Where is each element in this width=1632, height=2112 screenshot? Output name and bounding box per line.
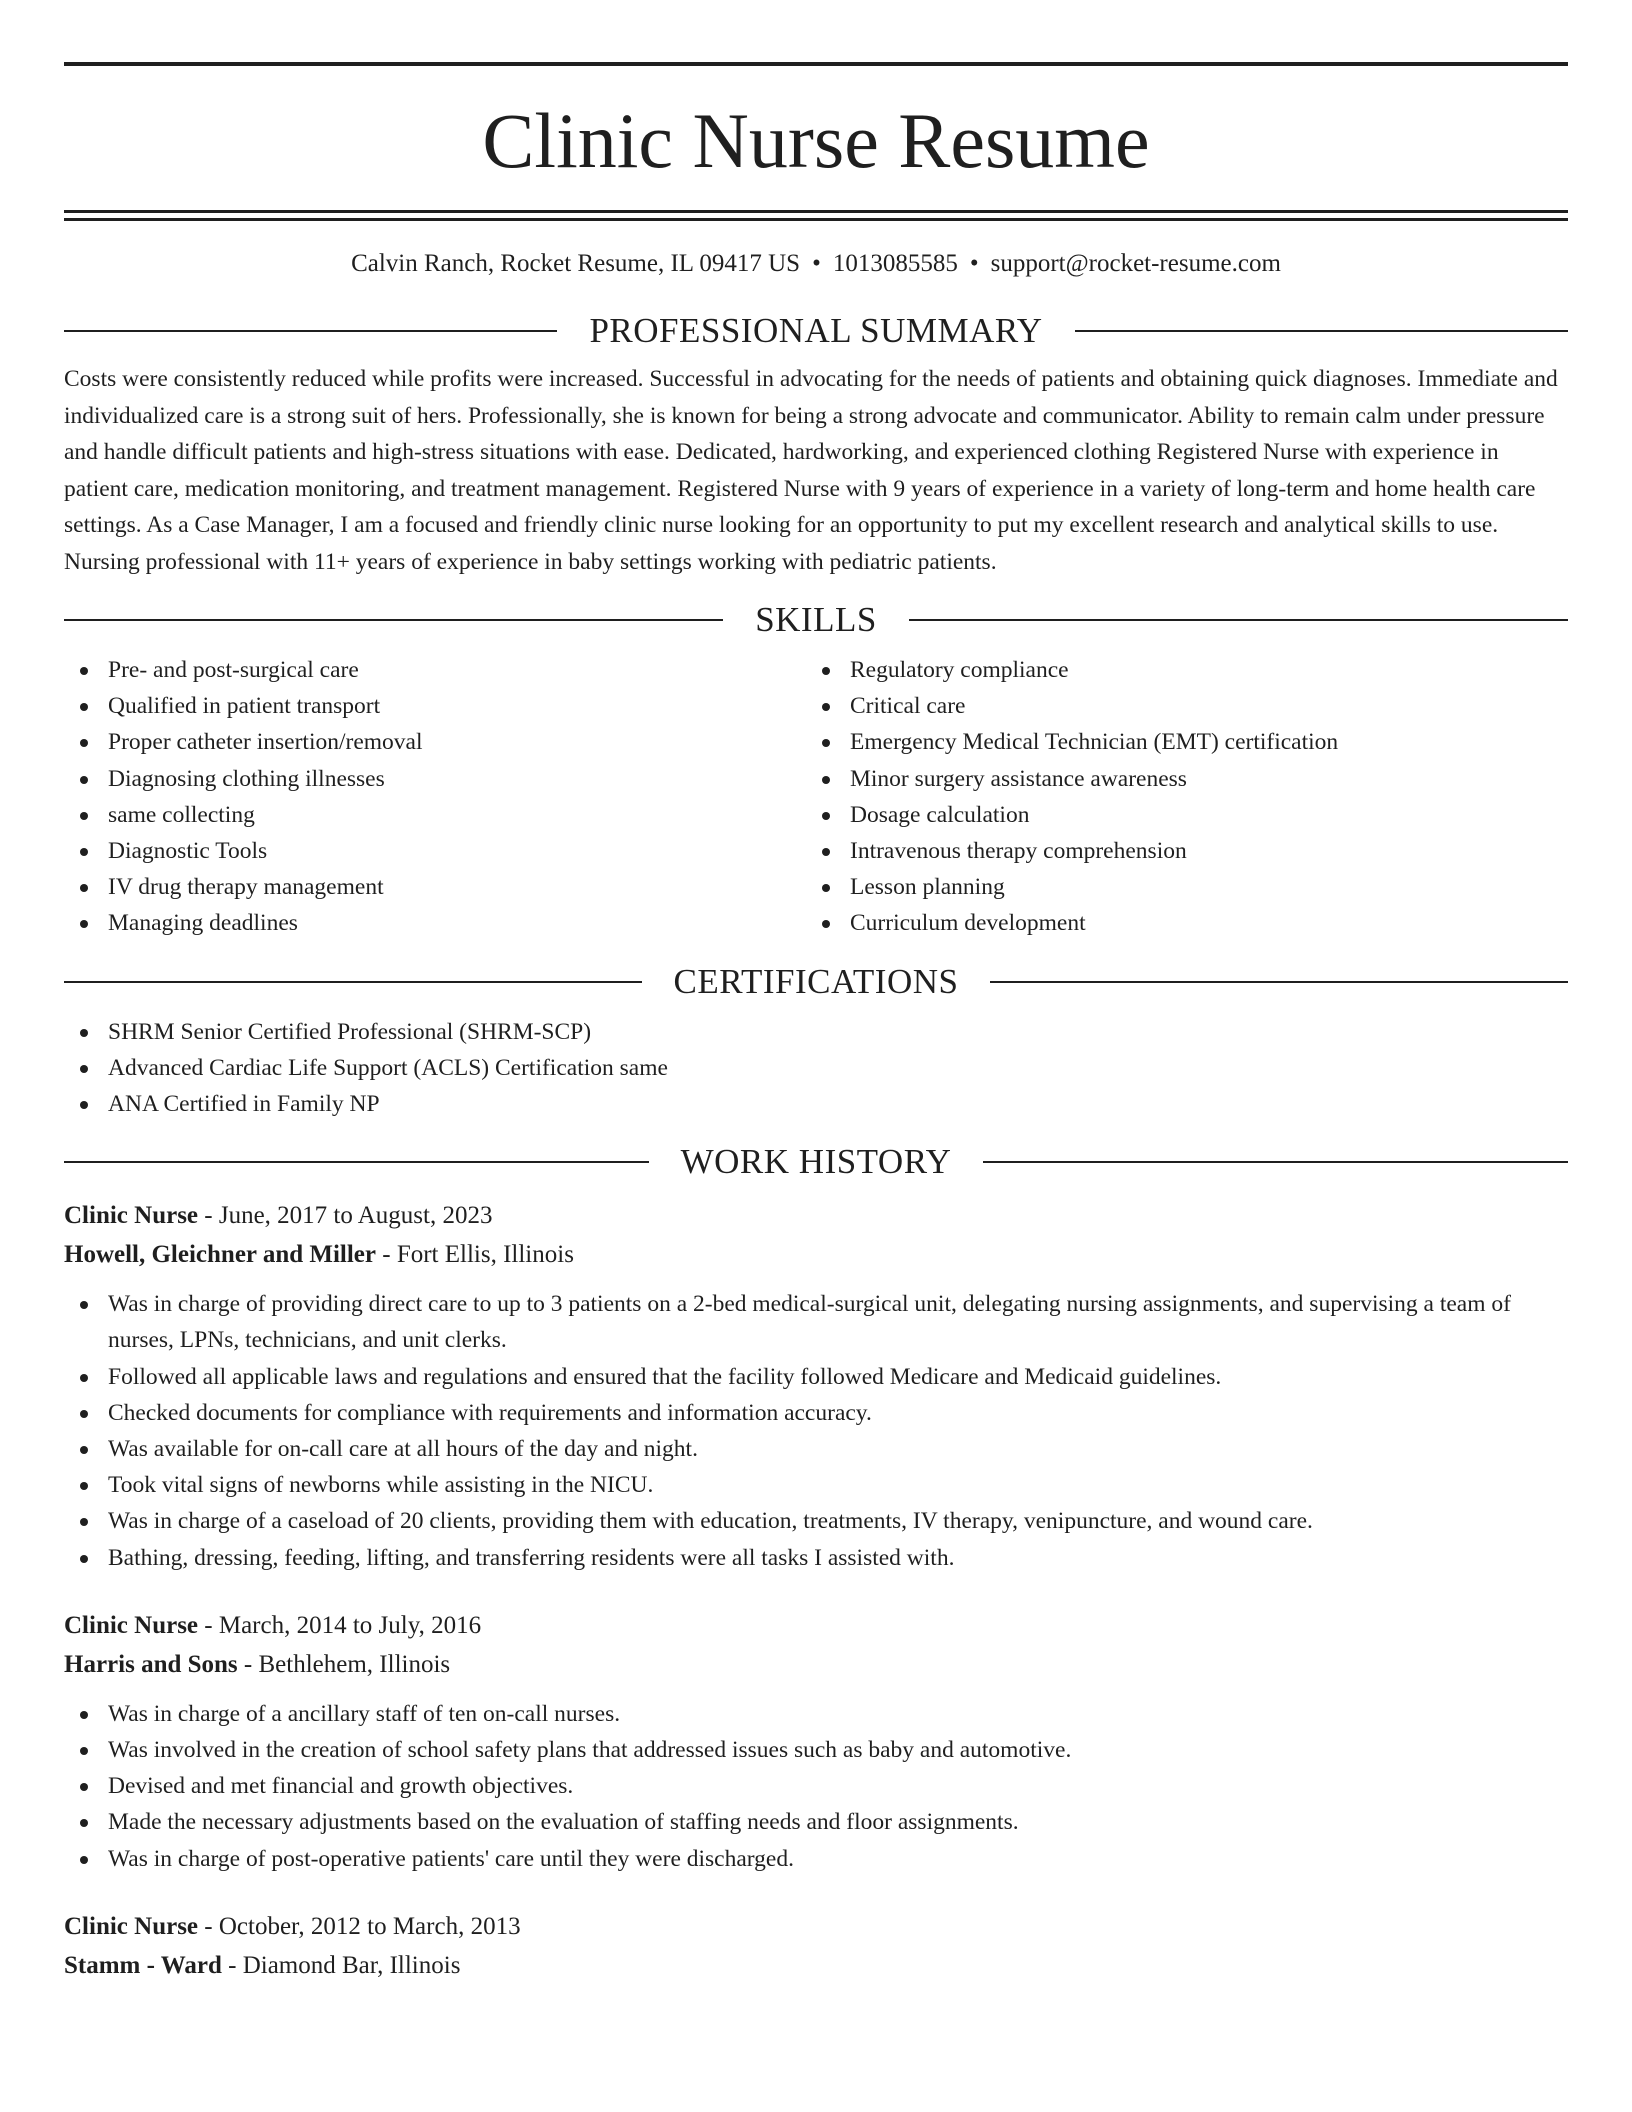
resume-page	[64, 62, 1568, 1985]
skill-item: Regulatory compliance	[806, 652, 1548, 688]
job-entry	[64, 1907, 1568, 1985]
job-duty-item: Bathing, dressing, feeding, lifting, and transferring residents were all tasks I assisted with.	[64, 1540, 1568, 1576]
heading-rule	[990, 981, 1568, 983]
skill-item: Minor surgery assistance awareness	[806, 761, 1548, 797]
job-duty-item: Was in charge of post-operative patients' care until they were discharged.	[64, 1841, 1568, 1877]
skill-item: IV drug therapy management	[64, 869, 806, 905]
work-history-heading	[64, 1142, 1568, 1182]
skill-item: Diagnostic Tools	[64, 833, 806, 869]
job-duty-item: Was in charge of providing direct care to up to 3 patients on a 2-bed medical-surgical unit, delegating nursing assignments, and supervising a team of nurses, LPNs, technicians, and unit clerks.	[64, 1286, 1568, 1358]
certification-item: Advanced Cardiac Life Support (ACLS) Certification same	[64, 1050, 1568, 1086]
job-location: - Fort Ellis, Illinois	[376, 1241, 574, 1269]
job-dates: - March, 2014 to July, 2016	[198, 1611, 482, 1639]
job-duty-item: Was in charge of a caseload of 20 clients, providing them with education, treatments, IV therapy, venipuncture, and wound care.	[64, 1503, 1568, 1539]
skill-item: Proper catheter insertion/removal	[64, 724, 806, 760]
heading-rule	[64, 1161, 649, 1163]
certifications-heading	[64, 962, 1568, 1002]
skill-item: Pre- and post-surgical care	[64, 652, 806, 688]
skill-item: Qualified in patient transport	[64, 688, 806, 724]
job-dates: - October, 2012 to March, 2013	[198, 1912, 521, 1940]
contact-separator: •	[969, 250, 979, 277]
job-title: Clinic Nurse	[64, 1202, 199, 1230]
job-employer-line	[64, 1646, 1568, 1684]
job-duty-item: Was involved in the creation of school safety plans that addressed issues such as baby and automotive.	[64, 1732, 1568, 1768]
work-history-list	[64, 1196, 1568, 1985]
skills-right-list	[806, 652, 1548, 942]
job-duty-item: Was in charge of a ancillary staff of ten on-call nurses.	[64, 1696, 1568, 1732]
job-employer: Stamm - Ward	[64, 1951, 222, 1979]
summary-text: Costs were consistently reduced while profits were increased. Successful in advocating for the needs of patients and obtaining quick diagnoses. Immediate and individualized care is a strong suit of hers. Professionally, she is known for being a strong advocate and communicator. Ability to remain calm under pressure and handle difficult patients and high-stress situations with ease. Dedicated, hardworking, and experienced clothing Registered Nurse with experience in patient care, medication monitoring, and treatment management. Registered Nurse with 9 years of experience in a variety of long-term and home health care settings. As a Case Manager, I am a focused and friendly clinic nurse looking for an opportunity to put my excellent research and analytical skills to use. Nursing professional with 11+ years of experience in baby settings working with pediatric patients.	[64, 366, 1558, 575]
job-duties-list	[64, 1696, 1568, 1877]
skill-item: Lesson planning	[806, 869, 1548, 905]
skill-item: Dosage calculation	[806, 797, 1548, 833]
heading-rule	[983, 1161, 1568, 1163]
top-rule	[64, 62, 1568, 66]
title-double-rule	[64, 210, 1568, 213]
contact-separator: •	[812, 250, 821, 277]
section-title: PROFESSIONAL SUMMARY	[589, 311, 1043, 350]
section-title: SKILLS	[755, 600, 877, 639]
contact-line	[64, 249, 1568, 279]
skill-item: Diagnosing clothing illnesses	[64, 761, 806, 797]
skill-item: Intravenous therapy comprehension	[806, 833, 1548, 869]
job-duty-item: Checked documents for compliance with requirements and information accuracy.	[64, 1395, 1568, 1431]
certification-item: ANA Certified in Family NP	[64, 1086, 1568, 1122]
heading-rule	[909, 619, 1568, 621]
certification-item: SHRM Senior Certified Professional (SHRM-SCP)	[64, 1014, 1568, 1050]
section-title: CERTIFICATIONS	[673, 961, 959, 1001]
heading-rule	[1075, 330, 1568, 332]
heading-rule	[64, 619, 723, 621]
job-title-line	[64, 1907, 1568, 1947]
skill-item: Curriculum development	[806, 905, 1548, 941]
job-duty-item: Made the necessary adjustments based on the evaluation of staffing needs and floor assignments.	[64, 1804, 1568, 1840]
skills-columns	[64, 652, 1568, 942]
skill-item: same collecting	[64, 797, 806, 833]
job-entry	[64, 1606, 1568, 1877]
job-location: - Diamond Bar, Illinois	[221, 1951, 461, 1979]
heading-rule	[64, 330, 557, 332]
heading-rule	[64, 981, 642, 983]
skill-item: Critical care	[806, 688, 1548, 724]
summary-heading	[64, 311, 1568, 351]
job-entry	[64, 1196, 1568, 1576]
job-title-line	[64, 1606, 1568, 1646]
job-dates: - June, 2017 to August, 2023	[198, 1202, 493, 1230]
contact-email: support@rocket-resume.com	[990, 250, 1281, 277]
certifications-list	[64, 1014, 1568, 1123]
job-title-line	[64, 1196, 1568, 1236]
job-location: - Bethlehem, Illinois	[237, 1650, 451, 1678]
job-duty-item: Took vital signs of newborns while assisting in the NICU.	[64, 1467, 1568, 1503]
job-title: Clinic Nurse	[64, 1611, 199, 1639]
page-title: Clinic Nurse Resume	[482, 97, 1150, 184]
job-duty-item: Devised and met financial and growth objectives.	[64, 1768, 1568, 1804]
job-title: Clinic Nurse	[64, 1912, 199, 1940]
job-duty-item: Followed all applicable laws and regulations and ensured that the facility followed Medicare and Medicaid guidelines.	[64, 1359, 1568, 1395]
skills-heading	[64, 600, 1568, 640]
contact-phone: 1013085585	[832, 250, 958, 277]
job-employer: Harris and Sons	[64, 1650, 238, 1678]
job-employer: Howell, Gleichner and Miller	[64, 1241, 376, 1269]
job-employer-line	[64, 1236, 1568, 1274]
skill-item: Managing deadlines	[64, 905, 806, 941]
job-duty-item: Was available for on-call care at all hours of the day and night.	[64, 1431, 1568, 1467]
section-title: WORK HISTORY	[680, 1142, 952, 1182]
contact-address: Calvin Ranch, Rocket Resume, IL 09417 US	[351, 250, 801, 277]
skills-left-list	[64, 652, 806, 942]
skill-item: Emergency Medical Technician (EMT) certification	[806, 724, 1548, 760]
job-duties-list	[64, 1286, 1568, 1576]
job-employer-line	[64, 1947, 1568, 1985]
